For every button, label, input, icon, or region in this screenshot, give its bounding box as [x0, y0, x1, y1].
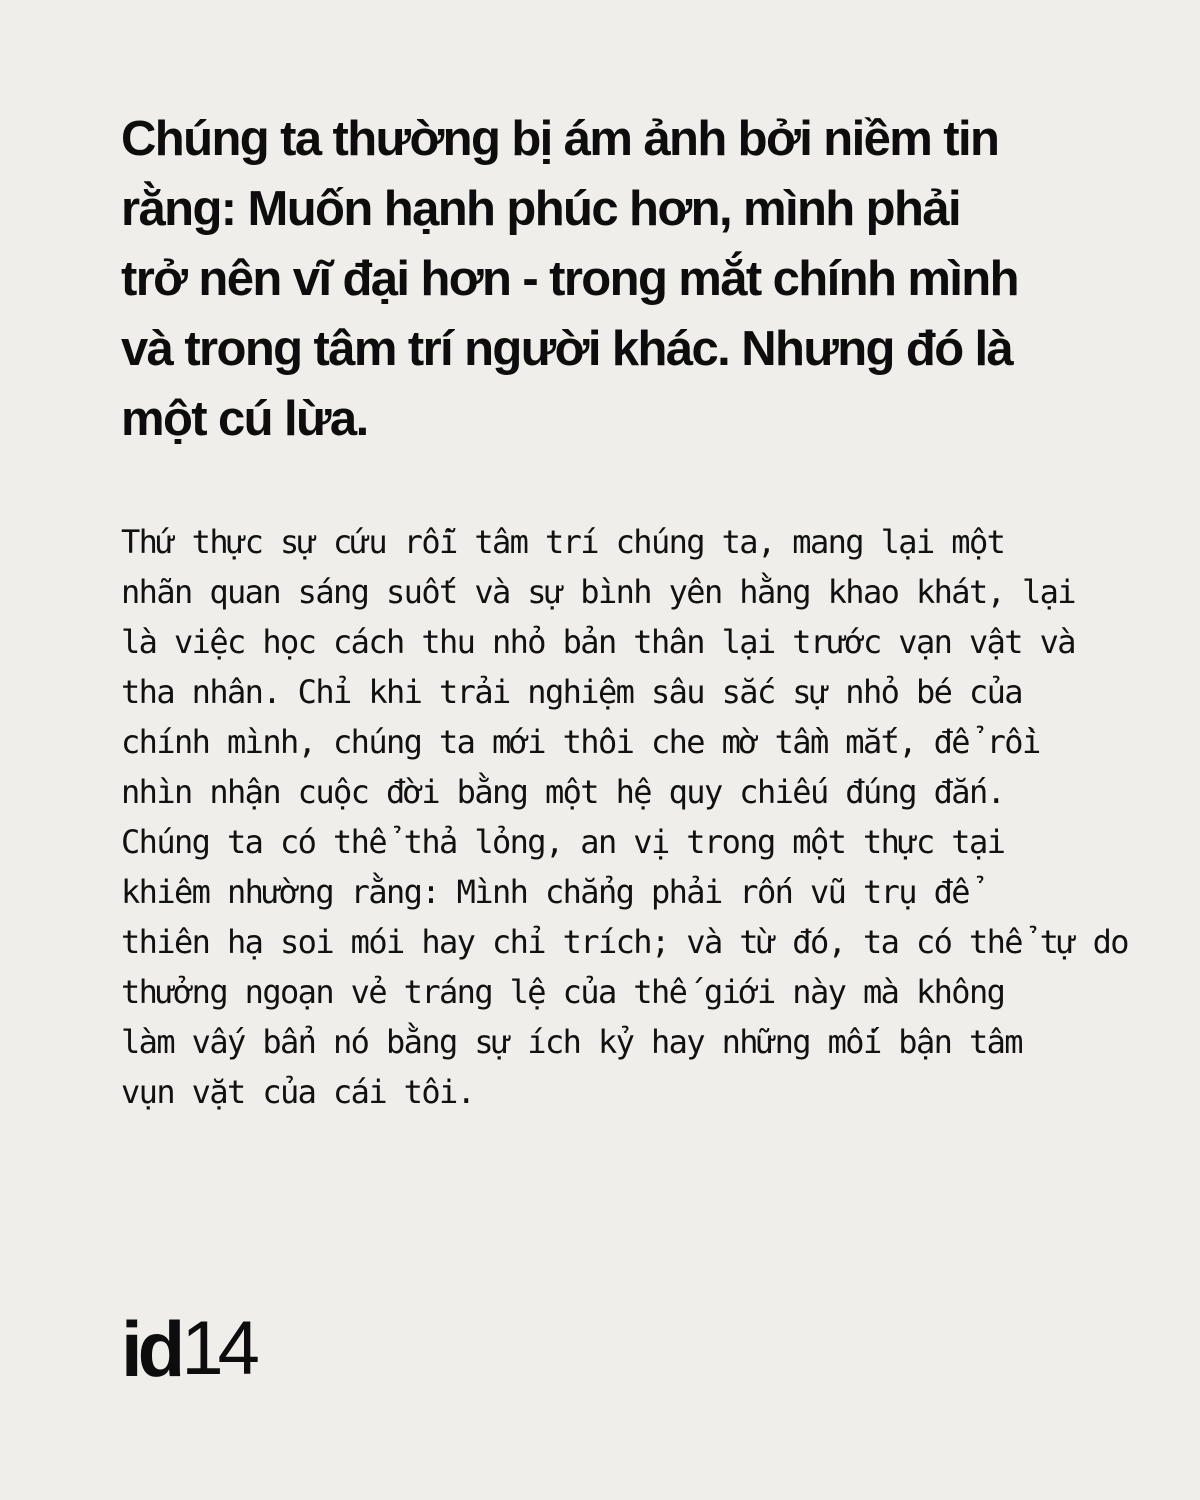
- body-line: là việc học cách thu nhỏ bản thân lại trước vạn vật và: [121, 623, 1075, 661]
- headline-line: một cú lừa.: [121, 392, 368, 446]
- headline-line: Chúng ta thường bị ám ảnh bởi niềm tin: [121, 112, 999, 166]
- logo-id-text: id: [121, 1305, 181, 1393]
- brand-logo: [121, 1305, 254, 1393]
- body-line: Chúng ta có thể thả lỏng, an vị trong một thực tại: [121, 823, 1005, 861]
- body-line: Thứ thực sự cứu rỗi tâm trí chúng ta, mang lại một: [121, 523, 1005, 561]
- headline-line: trở nên vĩ đại hơn - trong mắt chính mình: [121, 252, 1018, 306]
- body-line: khiêm nhường rằng: Mình chẳng phải rốn vũ trụ để: [121, 873, 969, 911]
- body-line: chính mình, chúng ta mới thôi che mờ tầm mắt, để rồi: [121, 723, 1040, 761]
- body-line: nhìn nhận cuộc đời bằng một hệ quy chiếu đúng đắn.: [121, 773, 1005, 811]
- headline-line: rằng: Muốn hạnh phúc hơn, mình phải: [121, 182, 960, 236]
- body-paragraph: [121, 517, 1128, 1117]
- body-line: vụn vặt của cái tôi.: [121, 1073, 475, 1111]
- logo-number-text: 14: [181, 1306, 254, 1391]
- body-line: nhãn quan sáng suốt và sự bình yên hằng khao khát, lại: [121, 573, 1075, 611]
- headline-line: và trong tâm trí người khác. Nhưng đó là: [121, 322, 1013, 376]
- body-line: tha nhân. Chỉ khi trải nghiệm sâu sắc sự nhỏ bé của: [121, 673, 1022, 711]
- body-line: thưởng ngoạn vẻ tráng lệ của thế giới này mà không: [121, 973, 1005, 1011]
- body-line: thiên hạ soi mói hay chỉ trích; và từ đó, ta có thể tự do: [121, 923, 1128, 961]
- body-line: làm vấy bẩn nó bằng sự ích kỷ hay những mối bận tâm: [121, 1023, 1022, 1061]
- headline: [121, 104, 1081, 454]
